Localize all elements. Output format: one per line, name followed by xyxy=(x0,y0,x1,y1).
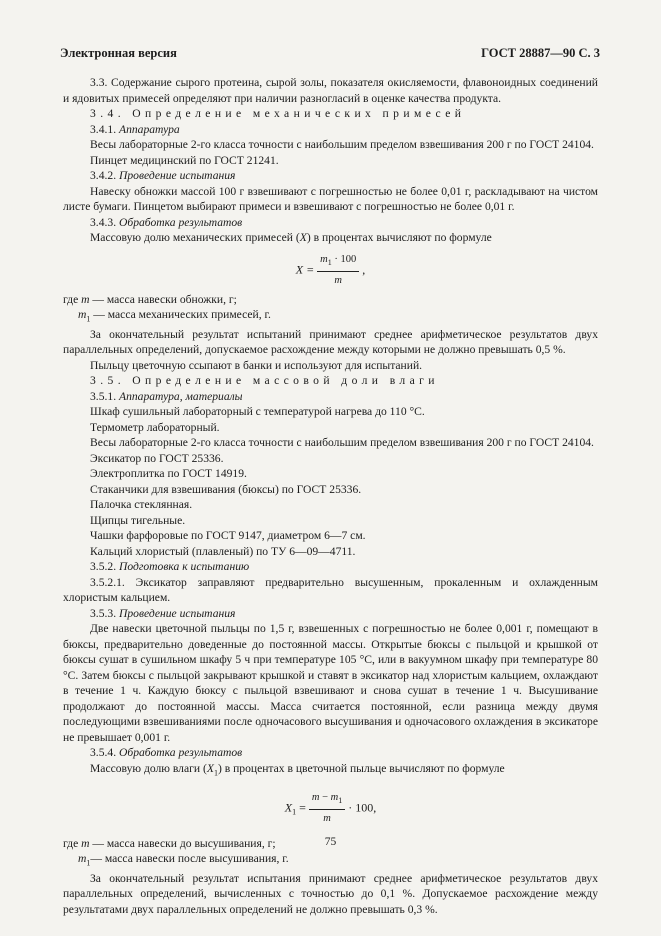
para-pollen: Пыльцу цветочную ссыпают в банки и используют для испытаний. xyxy=(90,358,423,372)
para-tweezers: Пинцет медицинский по ГОСТ 21241. xyxy=(90,153,279,167)
item-hotplate: Электроплитка по ГОСТ 14919. xyxy=(90,467,247,481)
heading-3-5-3: 3.5.3. Проведение испытания xyxy=(90,606,236,620)
para-3-3: 3.3. Содержание сырого протеина, сырой золы, показателя окисляемости, флавоноидных соединений и ядовитых примесей определяют при наличии разногласий в оценке качества продукта. xyxy=(63,76,598,105)
item-desiccator: Эксикатор по ГОСТ 25336. xyxy=(90,451,224,465)
para-drying: Две навески цветочной пыльцы по 1,5 г, взвешенных с погрешностью не более 0,001 г, помещают в бюксы, предварительно доведенные до постоянной массы. Открытые бюксы с пыльцой и крышкой от бюксы сушат в сушильном шкафу 5 ч при температуре 105 °С, или в вакуумном шкафу при температуре 80 °С. Затем бюксы с пыльцой закрывают крышкой и ставят в эксикатор над хлористым кальцием, охлаждают в течение 1 ч. Каждую бюксу с пыльцой взвешивают и снова сушат в течение 1 ч. Высушивание продолжают до постоянной массы. Масса считается постоянной, если разница между двумя последующими взвешиваниями после одночасового высушивания и одночасового охлаждения в эксикаторе не превышает 0,001 г. xyxy=(63,622,598,744)
para-3-5-2-1: 3.5.2.1. Эксикатор заправляют предварительно высушенным, прокаленным и охлажденным хлористым кальцием. xyxy=(63,575,598,605)
para-formula-intro-1: Массовую долю механических примесей (X) в процентах вычисляют по формуле xyxy=(90,231,492,244)
header-left: Электронная версия xyxy=(60,46,177,60)
page-number: 75 xyxy=(324,836,337,848)
where-3: где m — масса навески до высушивания, г; xyxy=(63,836,276,850)
item-tongs: Щипцы тигельные. xyxy=(90,513,186,527)
header-right: ГОСТ 28887—90 С. 3 xyxy=(481,46,600,60)
para-result-2: За окончательный результат испытания принимают среднее арифметическое результатов двух параллельных определений, вычисленных с точностью до 0,1 %. Допускаемое расхождение между результатами двух параллельных определений не должно превышать 0,3 %. xyxy=(63,871,598,916)
para-balance: Весы лабораторные 2-го класса точности с наибольшим пределом взвешивания 200 г по ГОСТ 24104. xyxy=(90,138,594,151)
item-dishes: Чашки фарфоровые по ГОСТ 9147, диаметром 6—7 см. xyxy=(90,529,366,543)
heading-3-5-2: 3.5.2. Подготовка к испытанию xyxy=(90,560,250,574)
heading-3-5: 3.5. Определение массовой доли влаги xyxy=(90,374,439,388)
where-4: $m_1—$ масса навески после высушивания, г. xyxy=(78,852,289,868)
formula-2: $X_1$ = $\frac{m - m_1}{m}$ · 100, xyxy=(284,791,377,825)
item-glass-rod: Палочка стеклянная. xyxy=(90,498,193,512)
item-balance: Весы лабораторные 2-го класса точности с наибольшим пределом взвешивания 200 г по ГОСТ 24104. xyxy=(90,436,594,450)
heading-3-4-3: 3.4.3. Обработка результатов xyxy=(90,215,243,229)
item-thermometer: Термометр лабораторный. xyxy=(90,420,220,434)
para-weigh: Навеску обножки массой 100 г взвешивают с погрешностью не более 0,01 г, раскладывают на чистом листе бумаги. Пинцетом выбирают примеси и взвешивают с погрешностью не более 0,01 г. xyxy=(63,184,598,213)
where-2: $m_1$ — масса механических примесей, г. xyxy=(78,308,271,324)
where-1: где m — масса навески обножки, г; xyxy=(63,292,237,306)
heading-3-5-1: 3.5.1. Аппаратура, материалы xyxy=(90,389,243,403)
item-oven: Шкаф сушильный лабораторный с температурой нагрева до 110 °С. xyxy=(90,405,425,419)
heading-3-4-1: 3.4.1. Аппаратура xyxy=(90,122,180,136)
para-formula-intro-2: Массовую долю влаги $(X_1)$ в процентах в цветочной пыльце вычисляют по формуле xyxy=(90,761,505,778)
heading-3-4-2: 3.4.2. Проведение испытания xyxy=(90,169,236,182)
formula-1: X = $\frac{m_1 \cdot 100}{m}$ , xyxy=(295,253,366,287)
heading-3-4: 3.4. Определение механических примесей xyxy=(90,107,466,120)
document-body xyxy=(63,75,598,917)
heading-3-5-4: 3.5.4. Обработка результатов xyxy=(90,746,243,760)
item-weighing-bottles: Стаканчики для взвешивания (бюксы) по ГОСТ 25336. xyxy=(90,482,362,496)
item-calcium-chloride: Кальций хлористый (плавленый) по ТУ 6—09—4711. xyxy=(90,544,356,558)
para-result-1: За окончательный результат испытаний принимают среднее арифметическое результатов двух параллельных определений, допускаемое расхождение между которыми не должно превышать 0,5 %. xyxy=(63,327,598,357)
